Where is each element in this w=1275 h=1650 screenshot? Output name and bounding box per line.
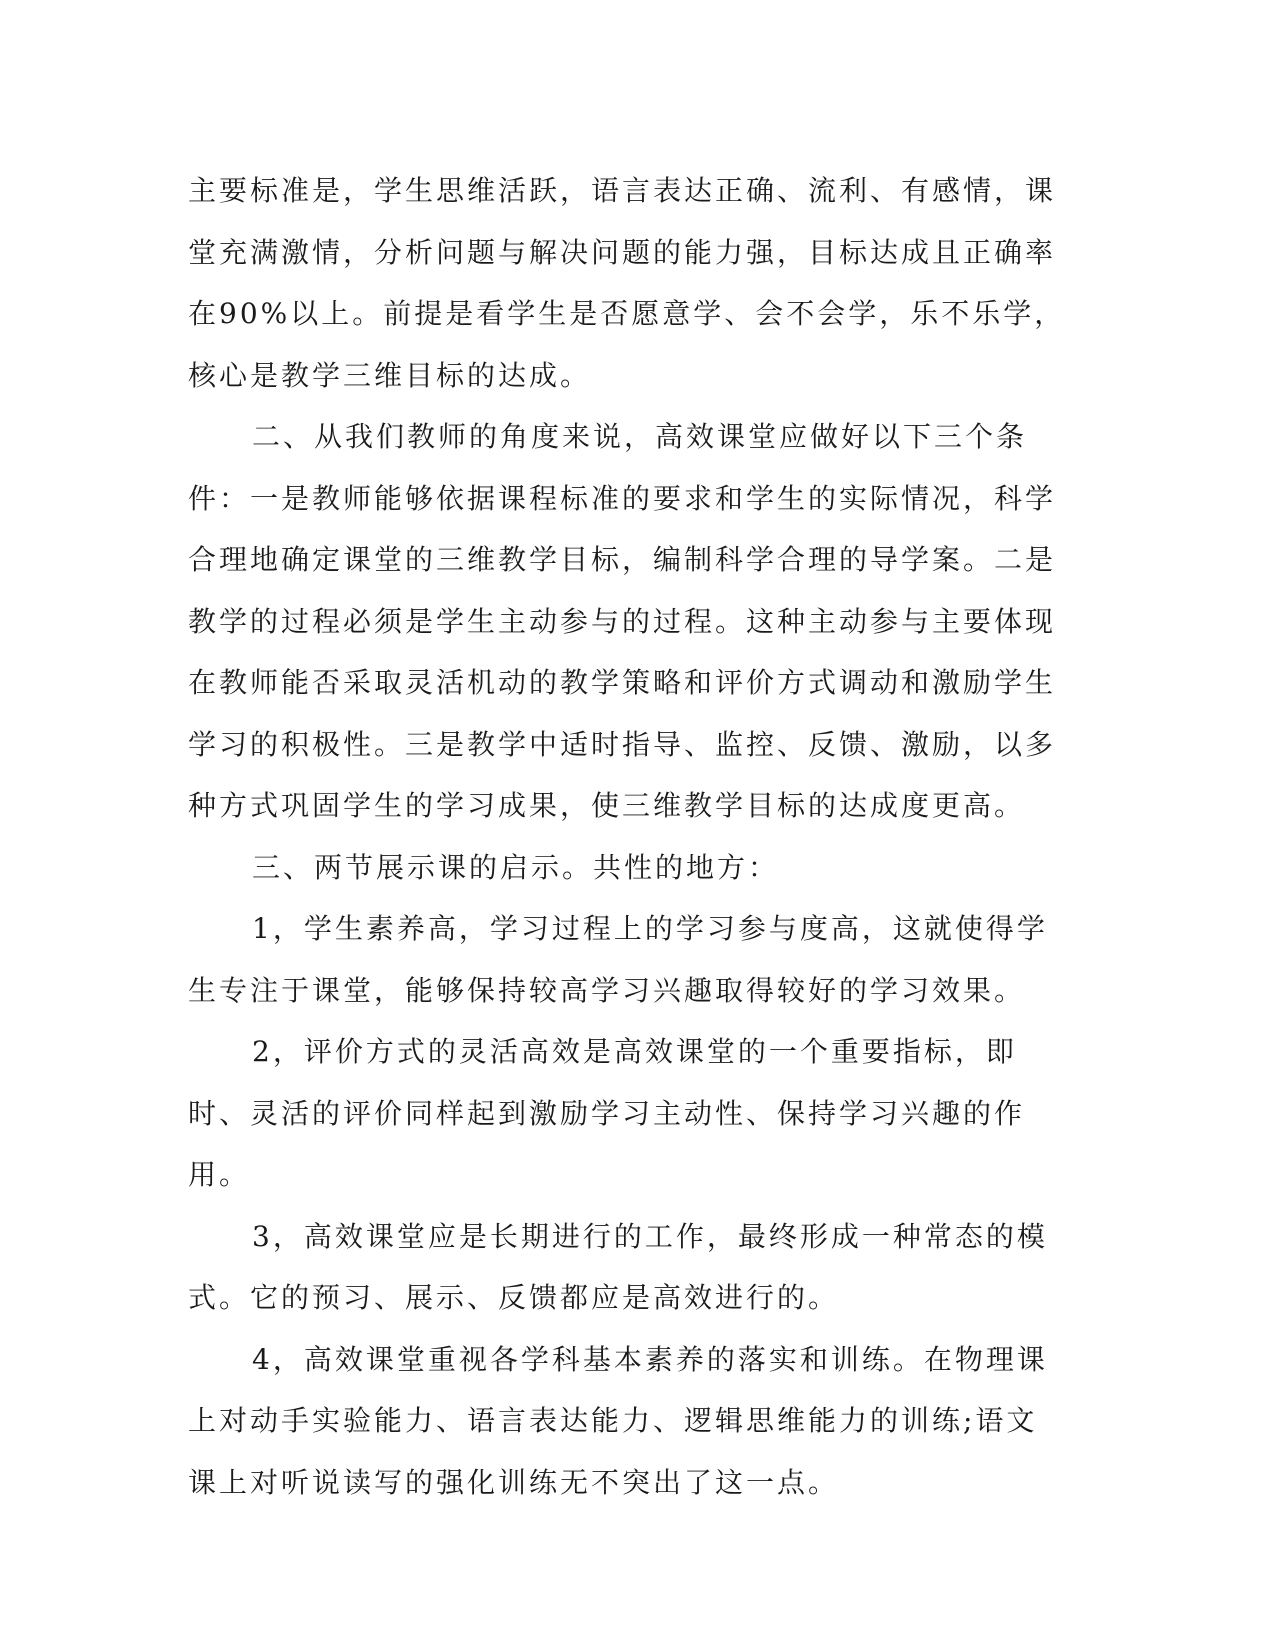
- paragraph-standards: 主要标准是，学生思维活跃，语言表达正确、流利、有感情，课堂充满激情，分析问题与解决问题的能力强，目标达成且正确率在90%以上。前提是看学生是否愿意学、会不会学，乐不乐学，核心是教学三维目标的达成。: [188, 174, 1066, 392]
- paragraph-point-4: 4，高效课堂重视各学科基本素养的落实和训练。在物理课上对动手实验能力、语言表达能力、逻辑思维能力的训练;语文课上对听说读写的强化训练无不突出了这一点。: [188, 1342, 1048, 1499]
- paragraph-point-3: 3，高效课堂应是长期进行的工作，最终形成一种常态的模式。它的预习、展示、反馈都应是高效进行的。: [188, 1219, 1048, 1314]
- paragraph-teacher-perspective: 二、从我们教师的角度来说，高效课堂应做好以下三个条件：一是教师能够依据课程标准的要求和学生的实际情况，科学合理地确定课堂的三维教学目标，编制科学合理的导学案。二是教学的过程必须是学生主动参与的过程。这种主动参与主要体现在教师能否采取灵活机动的教学策略和评价方式调动和激励学生学习的积极性。三是教学中适时指导、监控、反馈、激励，以多种方式巩固学生的学习成果，使三维教学目标的达成度更高。: [188, 420, 1057, 822]
- paragraph-point-2: 2，评价方式的灵活高效是高效课堂的一个重要指标，即时、灵活的评价同样起到激励学习主动性、保持学习兴趣的作用。: [188, 1035, 1026, 1191]
- document-body: [188, 160, 1068, 1513]
- paragraph-demo-lessons-heading: 三、两节展示课的启示。共性的地方：: [252, 850, 780, 884]
- paragraph-point-1: 1，学生素养高，学习过程上的学习参与度高，这就使得学生专注于课堂，能够保持较高学习兴趣取得较好的学习效果。: [188, 912, 1048, 1007]
